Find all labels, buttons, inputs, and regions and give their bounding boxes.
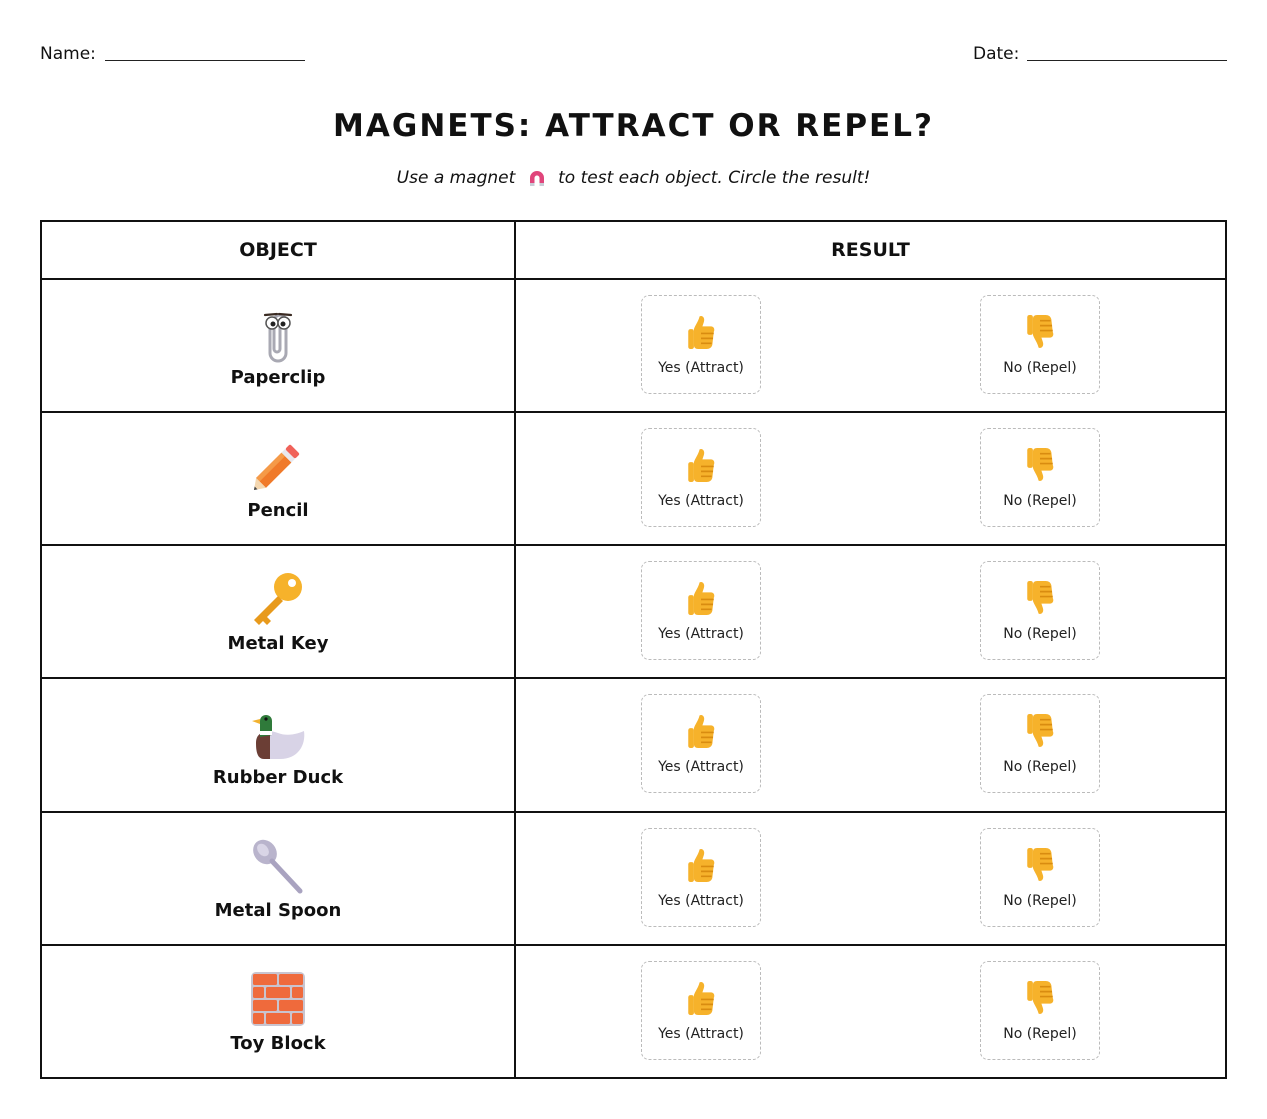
thumbs-down-icon <box>1023 576 1057 620</box>
brick-icon <box>248 969 308 1029</box>
no-repel-option[interactable] <box>980 828 1100 927</box>
magnet-icon <box>527 168 547 188</box>
no-label: No (Repel) <box>1003 360 1077 376</box>
table-row <box>41 678 1226 811</box>
yes-attract-option[interactable] <box>641 828 761 927</box>
no-repel-option[interactable] <box>980 694 1100 793</box>
pencil-icon <box>248 436 308 496</box>
result-cell <box>515 945 1226 1078</box>
yes-attract-option[interactable] <box>641 295 761 394</box>
no-repel-option[interactable] <box>980 961 1100 1060</box>
object-name: Metal Spoon <box>214 899 342 921</box>
column-header-result: RESULT <box>515 221 1226 279</box>
object-name: Pencil <box>247 500 309 522</box>
no-repel-option[interactable] <box>980 428 1100 527</box>
object-name: Paperclip <box>230 367 326 389</box>
no-repel-option[interactable] <box>980 561 1100 660</box>
object-cell <box>41 545 515 678</box>
table-row <box>41 279 1226 412</box>
result-cell <box>515 545 1226 678</box>
spoon-icon <box>248 836 308 896</box>
no-label: No (Repel) <box>1003 759 1077 776</box>
object-name: Toy Block <box>230 1032 326 1054</box>
duck-icon <box>248 703 308 763</box>
worksheet-table <box>40 220 1227 1079</box>
yes-label: Yes (Attract) <box>658 892 744 909</box>
table-row <box>41 412 1226 545</box>
object-cell <box>41 279 515 412</box>
yes-label: Yes (Attract) <box>658 493 744 510</box>
thumbs-up-icon <box>684 443 718 487</box>
yes-attract-option[interactable] <box>641 428 761 527</box>
thumbs-up-icon <box>684 576 718 620</box>
object-name: Rubber Duck <box>212 766 344 788</box>
thumbs-up-icon <box>684 843 718 887</box>
no-label: No (Repel) <box>1003 1025 1077 1042</box>
no-label: No (Repel) <box>1003 626 1077 643</box>
object-cell <box>41 678 515 811</box>
yes-attract-option[interactable] <box>641 694 761 793</box>
yes-label: Yes (Attract) <box>658 360 744 376</box>
name-line[interactable] <box>105 60 305 61</box>
thumbs-down-icon <box>1023 843 1057 887</box>
thumbs-up-icon <box>684 709 718 753</box>
page-title: MAGNETS: ATTRACT OR REPEL? <box>333 108 934 144</box>
yes-attract-option[interactable] <box>641 561 761 660</box>
instructions-before: Use a magnet <box>396 168 516 188</box>
column-header-object: OBJECT <box>41 221 515 279</box>
yes-label: Yes (Attract) <box>658 626 744 643</box>
result-cell <box>515 678 1226 811</box>
result-cell <box>515 812 1226 945</box>
object-cell <box>41 945 515 1078</box>
no-label: No (Repel) <box>1003 892 1077 909</box>
date-line[interactable] <box>1027 60 1227 61</box>
date-label: Date: <box>973 44 1020 64</box>
key-icon <box>248 569 308 629</box>
paperclip-icon <box>248 303 308 363</box>
result-cell <box>515 279 1226 412</box>
yes-label: Yes (Attract) <box>658 1025 744 1042</box>
thumbs-down-icon <box>1023 443 1057 487</box>
table-row <box>41 812 1226 945</box>
name-field[interactable] <box>40 44 96 64</box>
object-cell <box>41 412 515 545</box>
instructions <box>0 168 1267 188</box>
yes-attract-option[interactable] <box>641 961 761 1060</box>
table-row <box>41 545 1226 678</box>
date-field[interactable] <box>973 44 1019 64</box>
object-cell <box>41 812 515 945</box>
thumbs-down-icon <box>1023 709 1057 753</box>
thumbs-down-icon <box>1023 976 1057 1020</box>
object-name: Metal Key <box>227 633 329 655</box>
no-repel-option[interactable] <box>980 295 1100 394</box>
table-row <box>41 945 1226 1078</box>
thumbs-down-icon <box>1023 310 1057 354</box>
thumbs-up-icon <box>684 976 718 1020</box>
yes-label: Yes (Attract) <box>658 759 744 776</box>
instructions-after: to test each object. Circle the result! <box>558 168 871 188</box>
thumbs-up-icon <box>684 310 718 354</box>
result-cell <box>515 412 1226 545</box>
name-label: Name: <box>40 44 96 64</box>
no-label: No (Repel) <box>1003 493 1077 510</box>
